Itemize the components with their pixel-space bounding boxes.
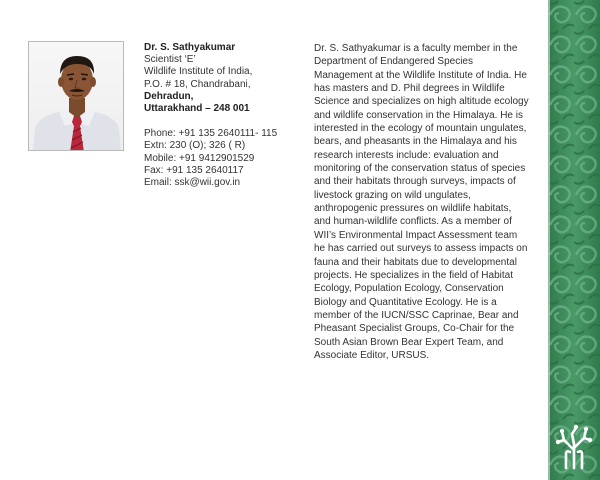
bio-line: Dr. S. Sathyakumar is a faculty member in the bbox=[314, 43, 518, 54]
bio-line: and human-wildlife conflicts. As a member of bbox=[314, 216, 512, 228]
person-portrait-icon bbox=[29, 42, 124, 151]
bio-line: has masters and D. Phil degrees in Wildlife bbox=[314, 83, 505, 95]
bio-line: bears, and pheasants in the Himalaya and his bbox=[314, 136, 517, 148]
city: Dehradun, bbox=[144, 90, 194, 102]
bio-line: Management at the Wildlife Institute of India. He bbox=[314, 69, 527, 81]
postal-address: P.O. # 18, Chandrabani, bbox=[144, 78, 251, 90]
organization: Wildlife Institute of India, bbox=[144, 66, 253, 78]
contact-block bbox=[144, 42, 304, 189]
bio-line: interested in the ecology of mountain ungulates, bbox=[314, 123, 527, 135]
bio-line: Biology and Quantitative Ecology. He is a bbox=[314, 296, 497, 308]
mobile-number: Mobile: +91 9412901529 bbox=[144, 152, 255, 164]
phone-extension: Extn: 230 (O); 326 ( R) bbox=[144, 140, 246, 152]
bio-line: and their habitats through surveys, impacts of bbox=[314, 176, 516, 188]
person-title: Scientist ‘E’ bbox=[144, 54, 196, 66]
bio-line: and wildlife conservation in the Himalaya. He is bbox=[314, 109, 523, 121]
bio-line: member of the IUCN/SSC Caprinae, Bear and bbox=[314, 309, 519, 321]
bio-line: monitoring of the conservation status of species bbox=[314, 163, 526, 175]
portrait-photo bbox=[28, 41, 124, 151]
person-name: Dr. S. Sathyakumar bbox=[144, 42, 236, 53]
bio-line: projects. He specializes in the field of Habitat bbox=[314, 269, 513, 281]
bio-line: WII’s Environmental Impact Assessment team bbox=[314, 229, 518, 241]
pattern-swirl-icon bbox=[548, 0, 600, 480]
bio-line: South Asian Brown Bear Expert Team, and bbox=[314, 336, 504, 348]
bio-line: Ecology, Population Ecology, Conservation bbox=[314, 283, 504, 295]
bio-line: Science and specializes on high altitude ecology bbox=[314, 96, 529, 108]
state-pin: Uttarakhand – 248 001 bbox=[144, 103, 250, 115]
bio-line: he has carried out surveys to assess impacts on bbox=[314, 243, 528, 255]
bio-line: Associate Editor, URSUS. bbox=[314, 349, 430, 361]
decorative-green-strip bbox=[548, 0, 600, 480]
bio-line: Pheasant Specialist Groups, Co-Chair for the bbox=[314, 323, 515, 335]
phone-number: Phone: +91 135 2640111- 115 bbox=[144, 128, 278, 140]
bio-line: livestock grazing on wild ungulates, bbox=[314, 189, 471, 201]
biography bbox=[314, 42, 540, 362]
bio-line: fauna and their habitats due to developmental bbox=[314, 256, 517, 268]
wii-tree-logo-icon bbox=[552, 424, 596, 470]
bio-line: research interests include: evaluation and bbox=[314, 149, 499, 161]
email-address: Email: ssk@wii.gov.in bbox=[144, 177, 241, 189]
bio-line: Department of Endangered Species bbox=[314, 56, 473, 68]
fax-number: Fax: +91 135 2640117 bbox=[144, 164, 244, 176]
bio-line: anthropogenic pressures on wildlife habitats, bbox=[314, 203, 512, 215]
